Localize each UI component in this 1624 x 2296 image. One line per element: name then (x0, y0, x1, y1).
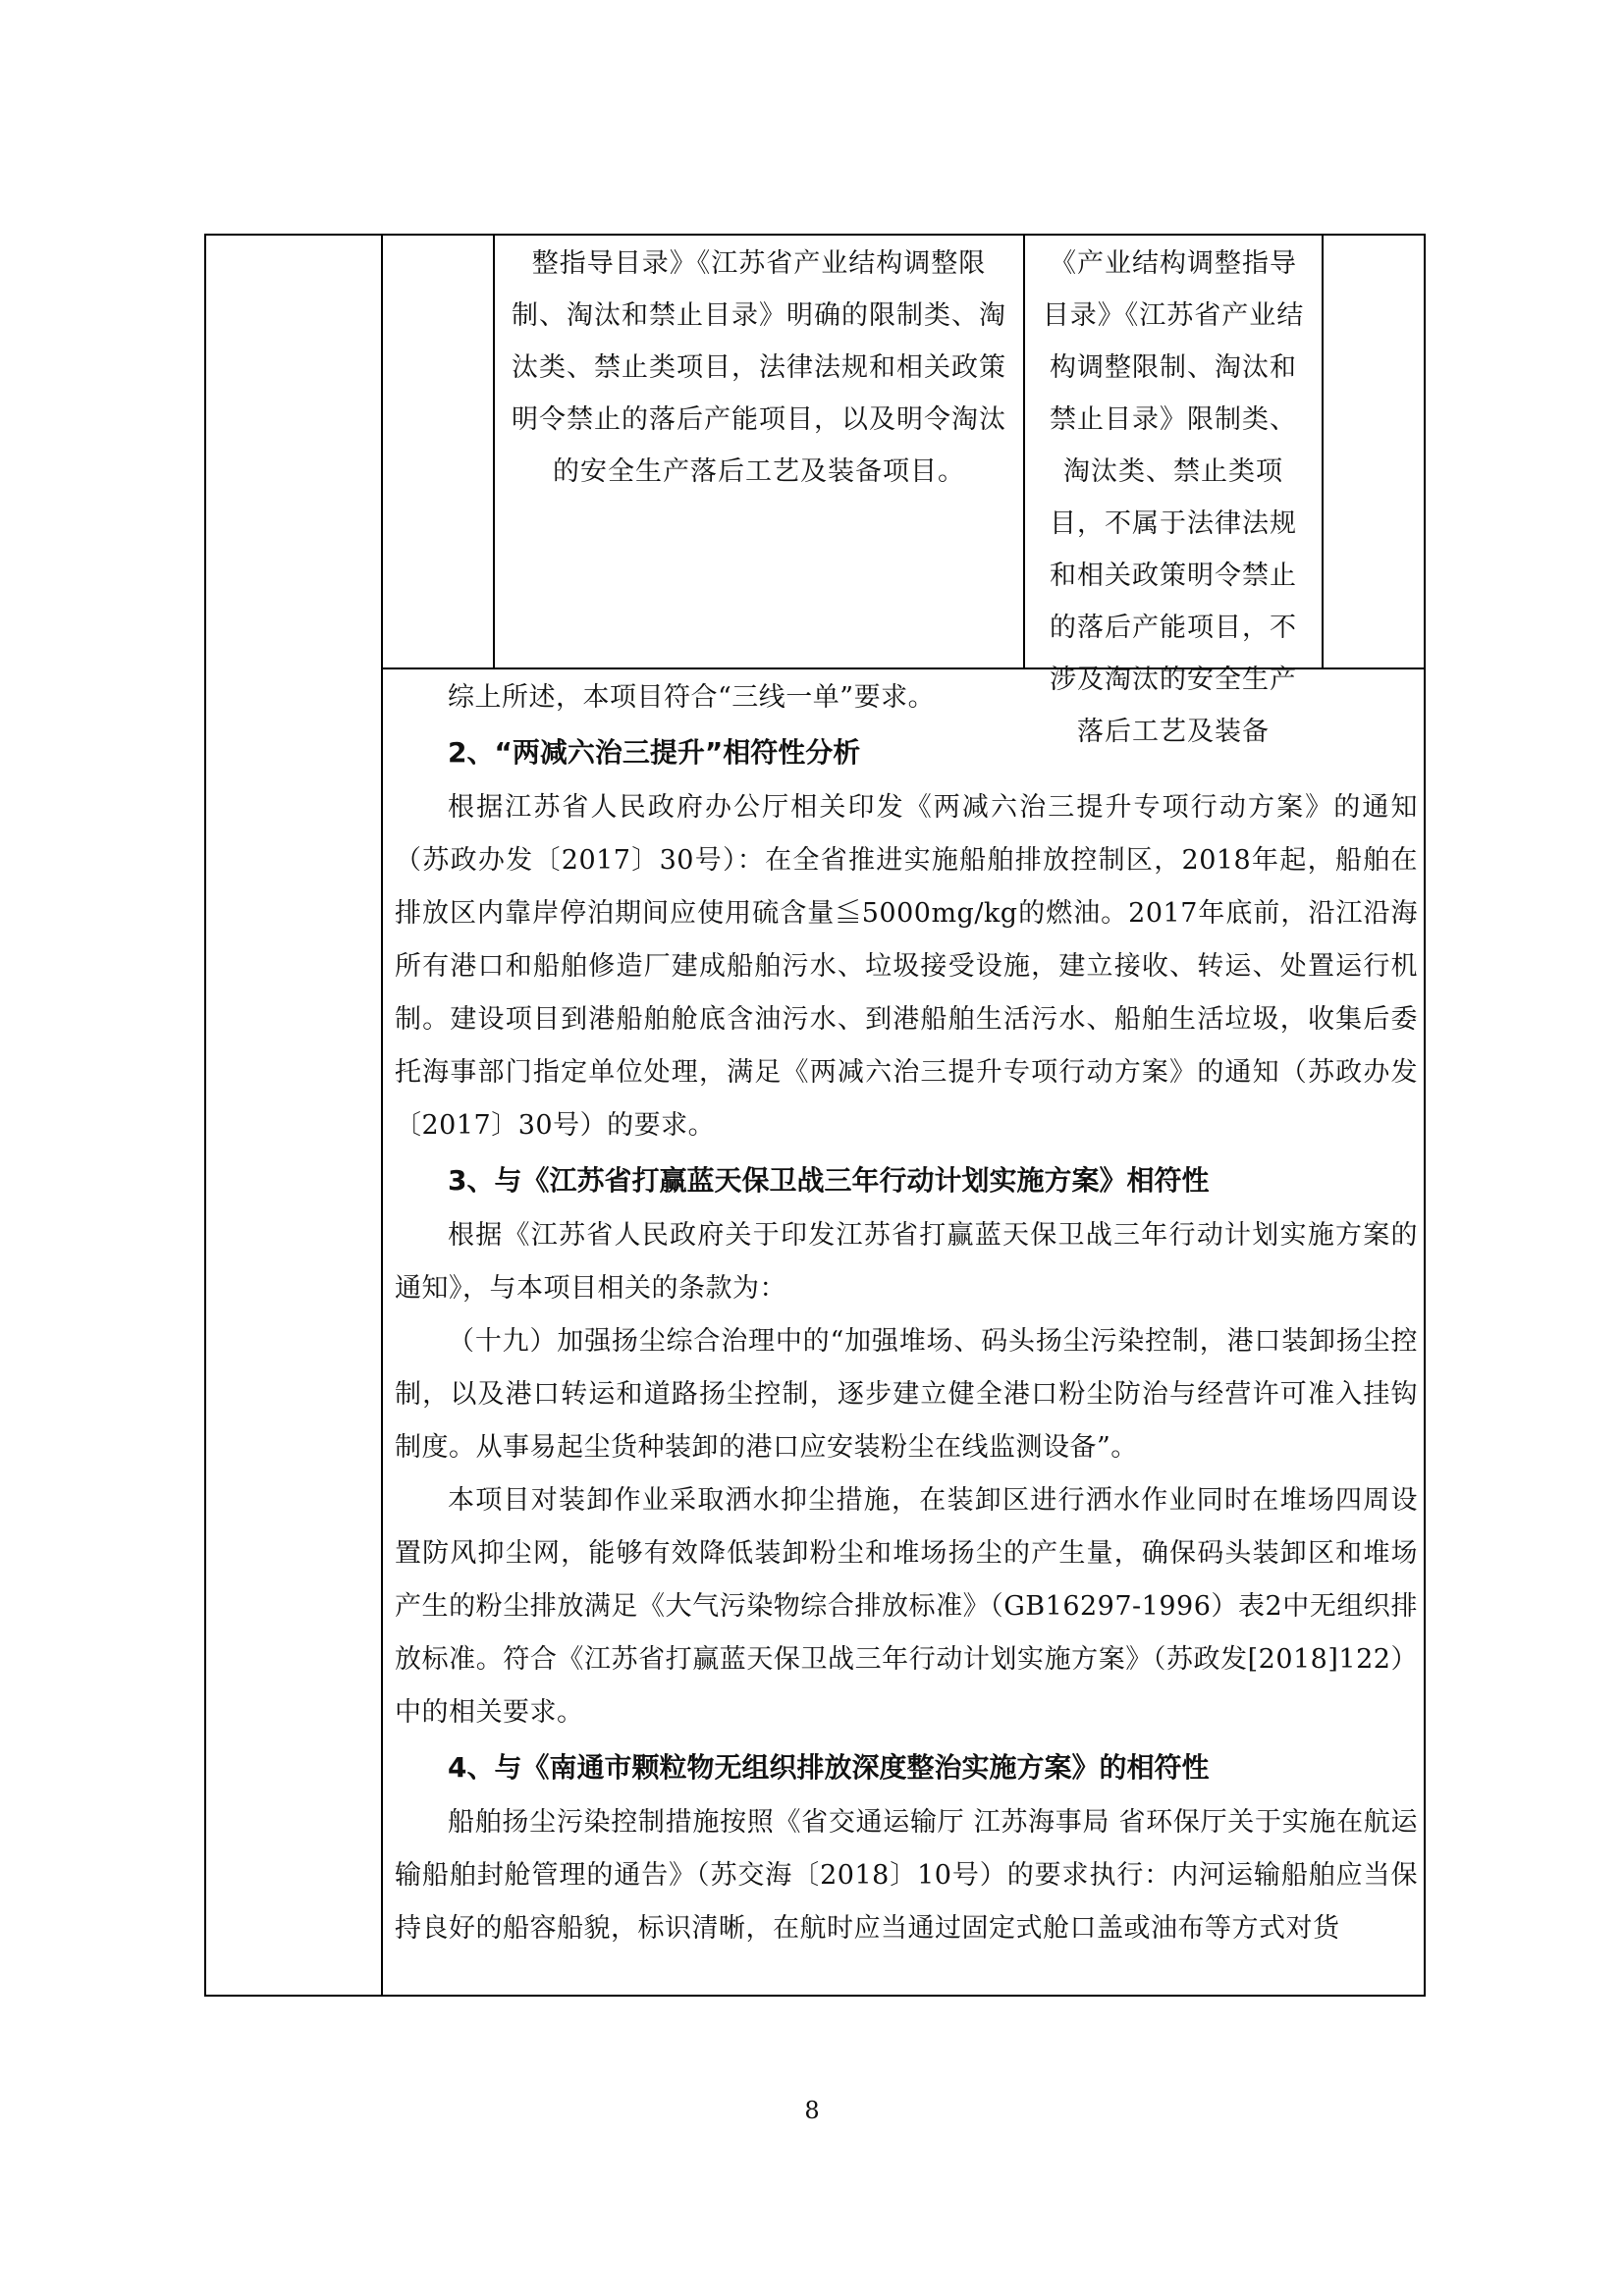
table-cell-index (383, 236, 495, 667)
table-cell-requirement (495, 236, 1025, 667)
section-4-heading: 4、与《南通市颗粒物无组织排放深度整治实施方案》的相符性 (448, 1751, 1210, 1784)
section-3-paragraph-1: 根据《江苏省人民政府关于印发江苏省打赢蓝天保卫战三年行动计划实施方案的通知》，与本项目相关的条款为： (395, 1220, 1418, 1304)
document-frame (204, 234, 1426, 1997)
section-2-paragraph: 根据江苏省人民政府办公厅相关印发《两减六治三提升专项行动方案》的通知（苏政办发〔2017〕30号）：在全省推进实施船舶排放控制区，2018年起，船舶在排放区内靠岸停泊期间应使用硫含量≦5000mg/kg的燃油。2017年底前，沿江沿海所有港口和船舶修造厂建成船舶污水、垃圾接受设施，建立接收、转运、处置运行机制。建设项目到港船舶舱底含油污水、到港船舶生活污水、船舶生活垃圾，收集后委托海事部门指定单位处理，满足《两减六治三提升专项行动方案》的通知（苏政办发〔2017〕30号）的要求。 (395, 792, 1418, 1141)
section-2-heading: 2、“两减六治三提升”相符性分析 (448, 736, 861, 769)
section-3-paragraph-3: 本项目对装卸作业采取洒水抑尘措施，在装卸区进行洒水作业同时在堆场四周设置防风抑尘网，能够有效降低装卸粉尘和堆场扬尘的产生量，确保码头装卸区和堆场产生的粉尘排放满足《大气污染物综合排放标准》（GB16297-1996）表2中无组织排放标准。符合《江苏省打赢蓝天保卫战三年行动计划实施方案》（苏政发[2018]122）中的相关要求。 (395, 1485, 1418, 1728)
table-cell-project-status (1025, 236, 1324, 747)
summary-paragraph: 综上所述，本项目符合“三线一单”要求。 (448, 682, 936, 713)
project-status-text: 《产业结构调整指导目录》《江苏省产业结构调整限制、淘汰和禁止目录》限制类、淘汰类、禁止类项目，不属于法律法规和相关政策明令禁止的落后产能项目，不涉及淘汰的安全生产落后工艺及装备 (1042, 248, 1305, 747)
section-3-heading: 3、与《江苏省打赢蓝天保卫战三年行动计划实施方案》相符性 (448, 1164, 1210, 1197)
requirement-text: 整指导目录》《江苏省产业结构调整限制、淘汰和禁止目录》明确的限制类、淘汰类、禁止类项目，法律法规和相关政策明令禁止的落后产能项目，以及明令淘汰的安全生产落后工艺及装备项目。 (512, 248, 1006, 487)
section-3-paragraph-2: （十九）加强扬尘综合治理中的“加强堆场、码头扬尘污染控制，港口装卸扬尘控制，以及港口转运和道路扬尘控制，逐步建立健全港口粉尘防治与经营许可准入挂钩制度。从事易起尘货种装卸的港口应安装粉尘在线监测设备”。 (395, 1326, 1418, 1463)
left-category-column (206, 236, 383, 1995)
analysis-content (385, 671, 1426, 1955)
section-4-paragraph: 船舶扬尘污染控制措施按照《省交通运输厅 江苏海事局 省环保厅关于实施在航运输船舶封舱管理的通告》（苏交海〔2018〕10号）的要求执行：内河运输船舶应当保持良好的船容船貌，标识清晰，在航时应当通过固定式舱口盖或油布等方式对货 (395, 1807, 1418, 1944)
page-number: 8 (804, 2097, 820, 2124)
table-cell-conclusion (1324, 236, 1426, 667)
